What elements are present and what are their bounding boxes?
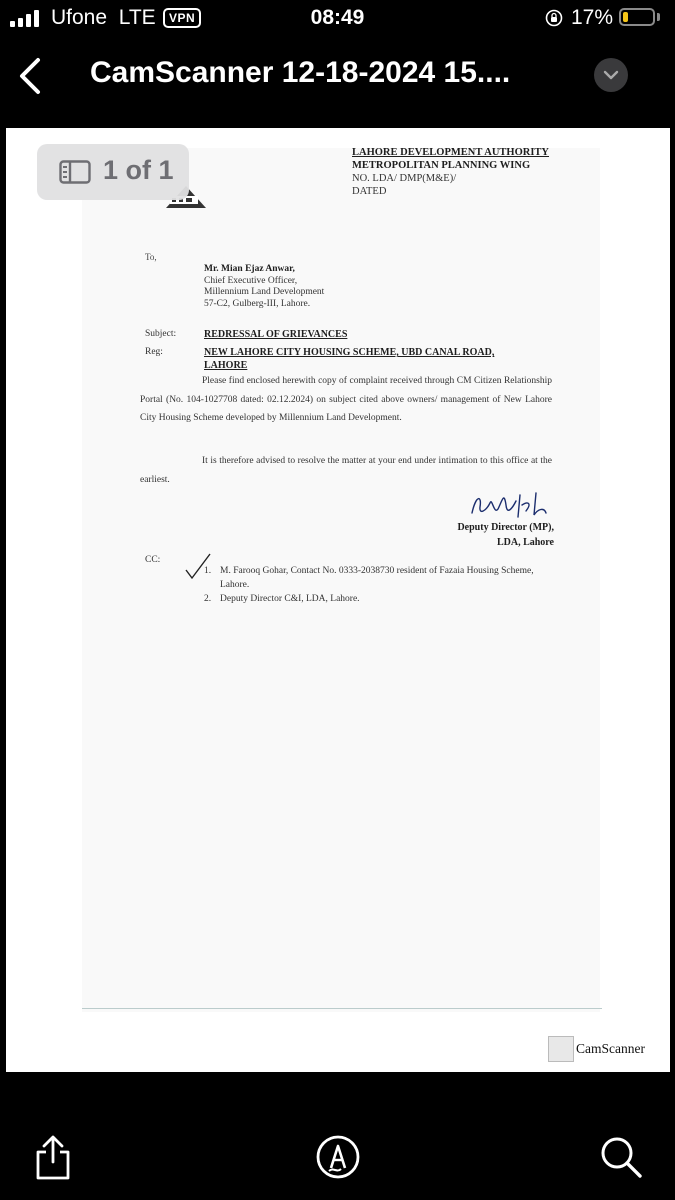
- cc-item: [204, 592, 554, 606]
- camscanner-logo-icon: [548, 1036, 574, 1062]
- document-page[interactable]: [6, 128, 670, 1072]
- subject-label: Subject:: [145, 329, 177, 339]
- status-bar: [0, 0, 675, 40]
- battery-tip: [657, 13, 660, 21]
- battery-percent: 17%: [571, 6, 614, 29]
- cc-label: CC:: [145, 555, 161, 565]
- signature-block: [418, 520, 554, 550]
- addressee-designation: Chief Executive Officer,: [204, 275, 298, 286]
- reg-label: Reg:: [145, 347, 163, 357]
- body-paragraph-1: Please find enclosed herewith copy of complaint received through CM Citizen Relationship Portal (No. 104-1027708 dated: 02.12.2024) on subject cited above owners/ management of New Lahore City Housing Scheme developed by Millennium Land Development.: [140, 376, 552, 423]
- carrier-name: Ufone: [51, 6, 108, 29]
- addressee-address: 57-C2, Gulberg-III, Lahore.: [204, 298, 311, 309]
- title-menu-button[interactable]: [594, 58, 628, 92]
- network-type: LTE: [118, 6, 156, 29]
- bottom-toolbar: [0, 1130, 675, 1200]
- reg-line-2: LAHORE: [204, 360, 248, 371]
- body-paragraph-2: It is therefore advised to resolve the matter at your end under intimation to this office at the earliest.: [140, 456, 552, 485]
- org-name: LAHORE DEVELOPMENT AUTHORITY: [352, 147, 550, 158]
- sidebar-icon: [59, 160, 91, 184]
- search-icon[interactable]: [598, 1134, 644, 1180]
- document-title: CamScanner 12-18-2024 15....: [90, 56, 511, 89]
- share-icon[interactable]: [30, 1134, 76, 1180]
- markup-icon[interactable]: [315, 1134, 361, 1180]
- paper-edge: [82, 1008, 602, 1013]
- watermark-text: CamScanner: [576, 1041, 645, 1056]
- cc-list: [204, 564, 554, 606]
- wing-name: METROPOLITAN PLANNING WING: [352, 160, 531, 171]
- addressee-name: Mr. Mian Ejaz Anwar,: [204, 264, 295, 274]
- subject-text: REDRESSAL OF GRIEVANCES: [204, 329, 348, 340]
- signatory-org: LDA, Lahore: [496, 537, 554, 548]
- letterhead: [352, 146, 549, 198]
- page-counter[interactable]: [37, 144, 189, 200]
- signatory-title: Deputy Director (MP),: [457, 522, 554, 533]
- handwritten-signature: [466, 485, 556, 525]
- addressee-company: Millennium Land Development: [204, 287, 325, 297]
- chevron-left-icon[interactable]: [12, 54, 48, 98]
- cc-item-number: 2.: [204, 594, 212, 604]
- cc-item-text: M. Farooq Gohar, Contact No. 0333-2038730 resident of Fazaia Housing Scheme, Lahore.: [220, 566, 534, 590]
- battery-icon: [619, 8, 655, 26]
- vpn-badge: VPN: [163, 8, 201, 28]
- clock: 08:49: [310, 6, 365, 29]
- orientation-lock-icon: [545, 9, 563, 27]
- cc-item: [204, 564, 554, 592]
- reg-line-1: NEW LAHORE CITY HOUSING SCHEME, UBD CANAL ROAD,: [204, 347, 495, 358]
- page-counter-text: 1 of 1: [103, 155, 174, 185]
- ref-number: NO. LDA/ DMP(M&E)/: [352, 173, 457, 184]
- addressee-block: [204, 264, 324, 310]
- chevron-down-icon: [603, 69, 619, 81]
- to-label: To,: [145, 252, 157, 262]
- cc-item-number: 1.: [204, 566, 212, 576]
- cc-item-text: Deputy Director C&I, LDA, Lahore.: [220, 594, 360, 604]
- dated-label: DATED: [352, 186, 387, 197]
- nav-bar: [0, 42, 675, 112]
